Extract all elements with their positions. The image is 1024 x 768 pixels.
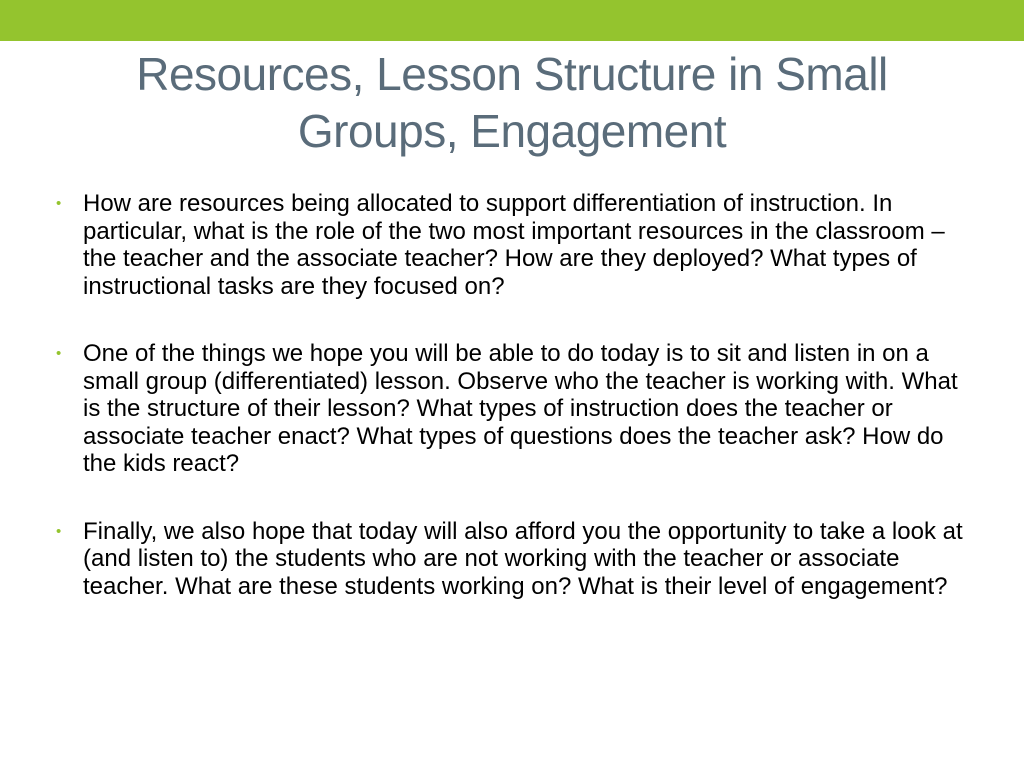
bullet-marker-icon: • (56, 522, 62, 540)
bullet-marker-icon: • (56, 345, 62, 362)
bullet-text: How are resources being allocated to support differentiation of instruction. In particular, what is the role of the two most important resources in the classroom – the teacher and the associate teacher? How are they deployed? What types of instructional tasks are they focused on? (83, 190, 945, 300)
bullet-item-engagement (56, 518, 976, 601)
bullet-item-small-group-lesson (56, 340, 976, 478)
bullet-list (56, 190, 976, 640)
bullet-item-resources (56, 190, 976, 300)
top-accent-bar (0, 0, 1024, 41)
bullet-text: One of the things we hope you will be able to do today is to sit and listen in on a small group (differentiated) lesson. Observe who the teacher is working with. What is the structure of their lesson? What types of instruction does the teacher or associate teacher enact? What types of questions does the teacher ask? How do the kids react? (83, 340, 958, 477)
bullet-text: Finally, we also hope that today will also afford you the opportunity to take a look at (and listen to) the students who are not working with the teacher or associate teacher. What are these students working on? What is their level of engagement? (83, 517, 963, 600)
slide-title: Resources, Lesson Structure in Small Groups, Engagement (136, 48, 888, 157)
bullet-marker-icon: • (56, 195, 62, 212)
